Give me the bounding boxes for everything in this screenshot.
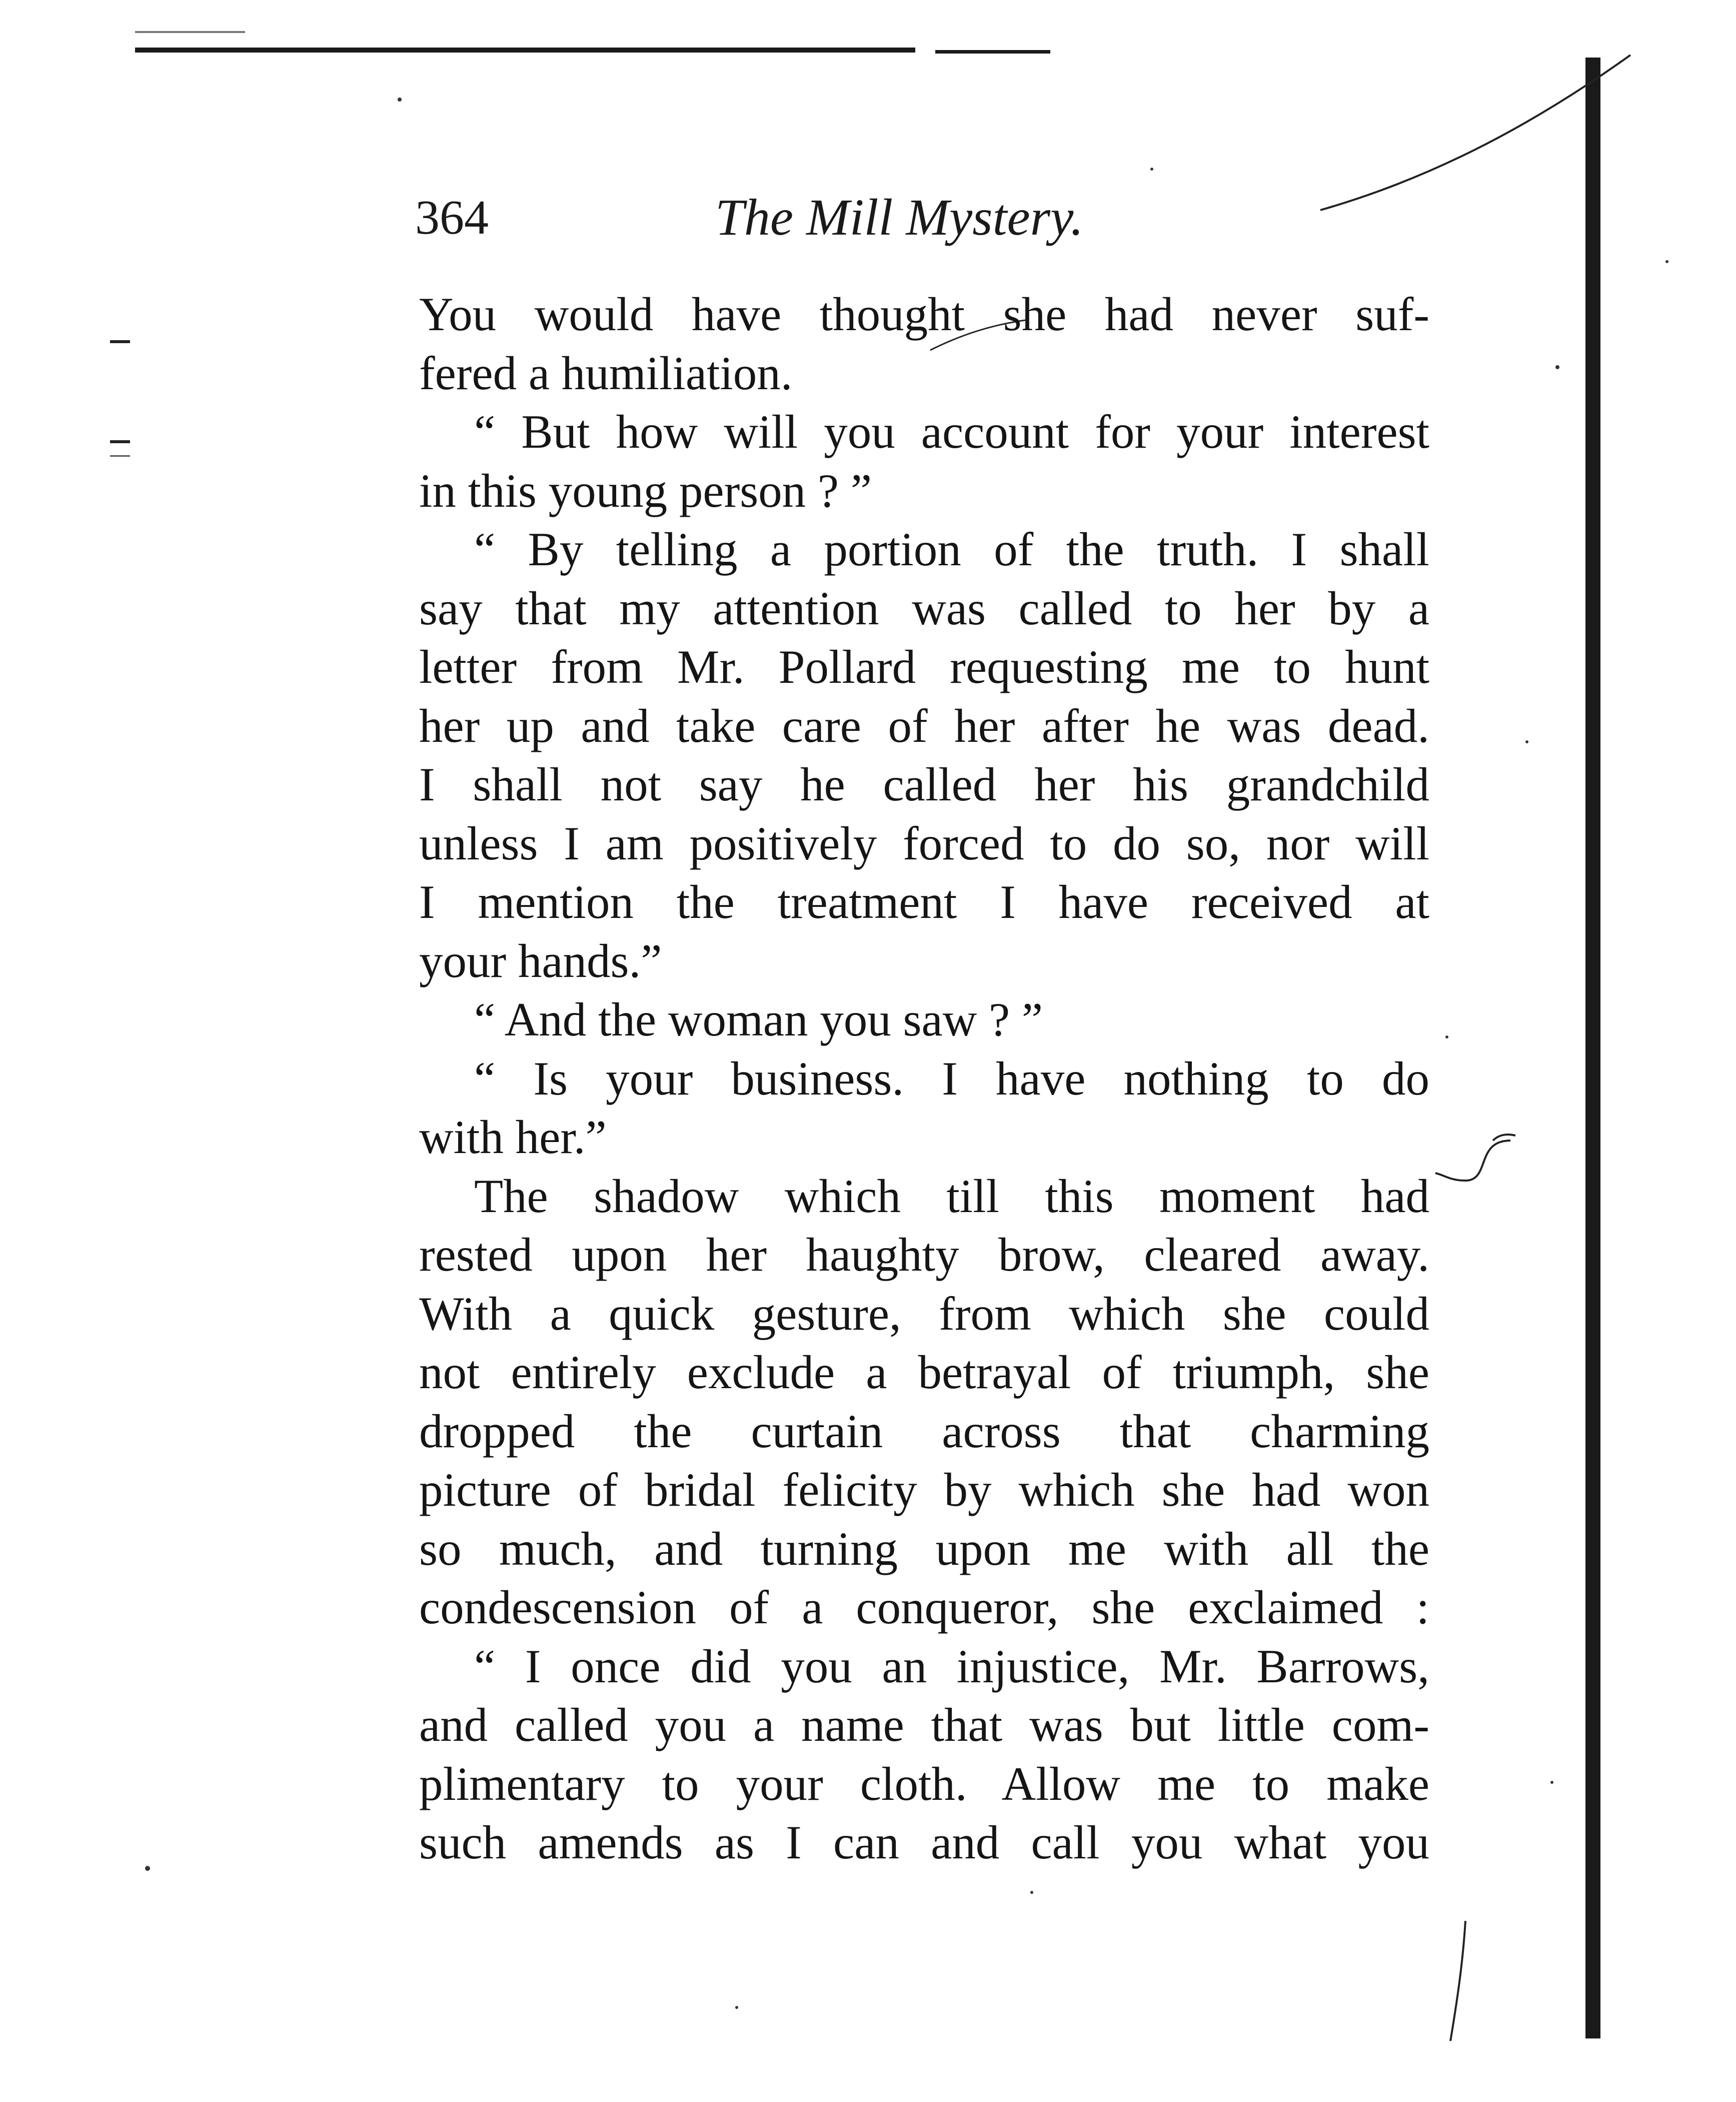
scan-speck bbox=[1555, 365, 1559, 369]
body-line: your hands.” bbox=[419, 934, 662, 987]
scan-speck bbox=[735, 2006, 738, 2009]
scan-speck bbox=[398, 98, 402, 102]
body-line: not entirely exclude a betrayal of triumph, she bbox=[419, 1346, 1429, 1399]
scan-speck bbox=[1550, 1781, 1553, 1784]
margin-tick bbox=[110, 440, 130, 443]
scan-speck bbox=[1665, 260, 1668, 263]
body-line: dropped the curtain across that charming bbox=[419, 1404, 1429, 1458]
body-line: condescension of a conqueror, she exclaimed : bbox=[419, 1581, 1429, 1634]
body-line: “ But how will you account for your interest bbox=[474, 405, 1429, 458]
page-body bbox=[419, 285, 1429, 1872]
margin-tick bbox=[110, 340, 130, 343]
body-line: her up and take care of her after he was dead. bbox=[419, 699, 1429, 752]
scan-rule-artifact bbox=[135, 48, 915, 53]
pencil-stroke bbox=[1450, 1921, 1465, 2041]
body-line: You would have thought she had never suf- bbox=[419, 288, 1429, 341]
scan-speck bbox=[1030, 1891, 1033, 1894]
body-line: fered a humiliation. bbox=[419, 346, 793, 400]
page-edge-bar bbox=[1585, 58, 1600, 2038]
running-head bbox=[415, 185, 1165, 250]
body-line: say that my attention was called to her by a bbox=[419, 581, 1429, 635]
body-line: unless I am positively forced to do so, nor will bbox=[419, 816, 1429, 870]
scan-speck bbox=[145, 1866, 150, 1871]
body-line: I mention the treatment I have received at bbox=[419, 875, 1429, 928]
scan-speck bbox=[1445, 1035, 1448, 1038]
body-line: and called you a name that was but little com- bbox=[419, 1698, 1429, 1751]
body-line: With a quick gesture, from which she could bbox=[419, 1287, 1429, 1340]
scan-rule-artifact bbox=[135, 31, 245, 33]
body-line: I shall not say he called her his grandchild bbox=[419, 758, 1429, 811]
body-line: with her.” bbox=[419, 1111, 607, 1164]
body-line: “ By telling a portion of the truth. I shall bbox=[474, 523, 1429, 576]
margin-tick bbox=[110, 455, 130, 457]
pencil-stroke bbox=[1435, 1141, 1510, 1181]
body-line: The shadow which till this moment had bbox=[474, 1169, 1429, 1223]
body-line: such amends as I can and call you what you bbox=[419, 1816, 1429, 1869]
pencil-stroke bbox=[1493, 1135, 1515, 1141]
scan-rule-artifact bbox=[935, 50, 1050, 54]
body-line: letter from Mr. Pollard requesting me to hunt bbox=[419, 640, 1429, 693]
body-line: “ And the woman you saw ? ” bbox=[474, 993, 1043, 1046]
pencil-stroke bbox=[1320, 55, 1630, 210]
body-line: picture of bridal felicity by which she had won bbox=[419, 1463, 1429, 1516]
body-line: “ I once did you an injustice, Mr. Barrows, bbox=[474, 1639, 1429, 1693]
body-line: rested upon her haughty brow, cleared away. bbox=[419, 1228, 1429, 1281]
scan-speck bbox=[1525, 740, 1528, 743]
body-line: so much, and turning upon me with all the bbox=[419, 1522, 1429, 1575]
running-title: The Mill Mystery. bbox=[715, 189, 1084, 246]
body-line: “ Is your business. I have nothing to do bbox=[474, 1052, 1429, 1105]
body-line: plimentary to your cloth. Allow me to make bbox=[419, 1757, 1429, 1810]
scan-speck bbox=[1150, 168, 1153, 171]
page-number: 364 bbox=[415, 191, 489, 245]
body-line: in this young person ? ” bbox=[419, 464, 872, 517]
